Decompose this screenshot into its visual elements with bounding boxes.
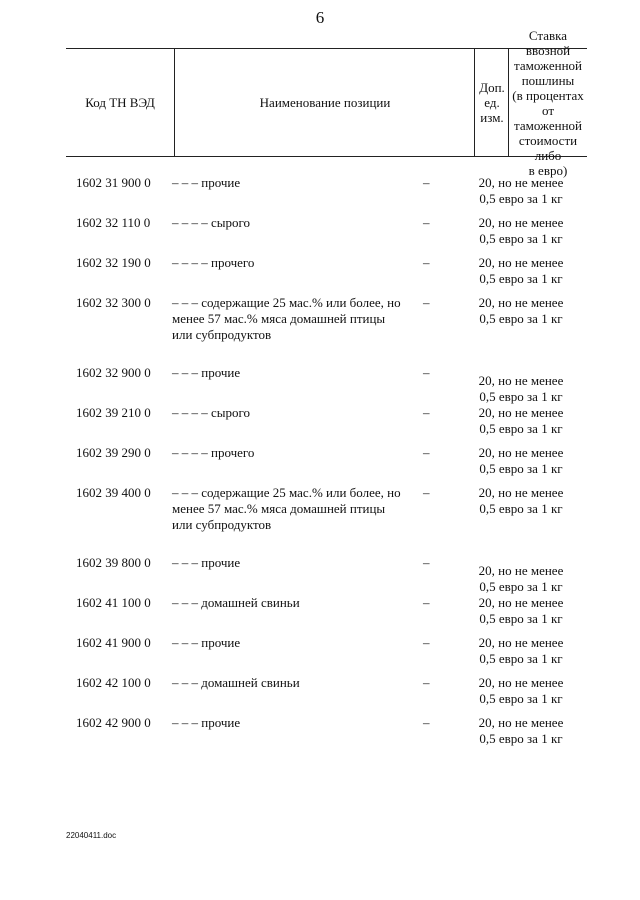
row-name-text: сырого [211, 405, 251, 420]
row-rate-line: 20, но не менее [478, 485, 564, 500]
header-unit [474, 49, 509, 156]
row-unit: – [423, 175, 430, 190]
row-rate-line: 20, но не менее [478, 255, 564, 270]
page-number: 6 [315, 8, 325, 27]
header-rate-line: стоимости либо [518, 132, 578, 163]
row-rate-line: 0,5 евро за 1 кг [479, 501, 563, 516]
row-dash: – – – [172, 365, 198, 380]
row-rate-line: 20, но не менее [478, 595, 564, 610]
table-header [66, 27, 587, 178]
row-name-text: прочего [211, 255, 255, 270]
row-dash: – – – [172, 675, 198, 690]
row-rate-line: 0,5 евро за 1 кг [479, 461, 563, 476]
row-rate [466, 595, 576, 627]
row-rate [466, 635, 576, 667]
row-unit: – [423, 635, 430, 650]
row-code: 1602 32 190 0 [76, 255, 151, 270]
row-code: 1602 42 900 0 [76, 715, 151, 730]
row-dash: – – – – [172, 445, 208, 460]
row-code: 1602 32 300 0 [76, 295, 151, 310]
row-unit: – [423, 255, 430, 270]
table-row [66, 445, 587, 485]
row-name [172, 445, 402, 461]
row-name-text: домашней свиньи [201, 675, 300, 690]
row-unit: – [423, 405, 430, 420]
row-rate-line: 20, но не менее [478, 215, 564, 230]
row-rate-line: 20, но не менее [478, 175, 564, 190]
row-rate-line: 20, но не менее [478, 635, 564, 650]
table-row [66, 215, 587, 255]
row-name-text: сырого [211, 215, 251, 230]
footer-filename: 22040411.doc [66, 831, 117, 840]
table-row [66, 555, 587, 595]
row-rate [466, 295, 576, 327]
row-unit: – [423, 485, 430, 500]
row-name-text: прочего [211, 445, 255, 460]
row-unit: – [423, 445, 430, 460]
table-row [66, 485, 587, 555]
row-rate-line: 20, но не менее [478, 563, 564, 578]
row-rate-line: 0,5 евро за 1 кг [479, 691, 563, 706]
row-unit: – [423, 215, 430, 230]
table-row [66, 635, 587, 675]
header-rate-line: Ставка ввозной [525, 27, 571, 58]
header-unit-line: изм. [480, 110, 504, 125]
row-name [172, 675, 402, 691]
row-rate-line: 0,5 евро за 1 кг [479, 579, 563, 594]
row-rate-line: 0,5 евро за 1 кг [479, 611, 563, 626]
row-code: 1602 42 100 0 [76, 675, 151, 690]
row-rate-line: 20, но не менее [478, 295, 564, 310]
row-unit: – [423, 715, 430, 730]
row-code: 1602 39 400 0 [76, 485, 151, 500]
row-rate [466, 675, 576, 707]
row-rate [466, 373, 576, 405]
row-code: 1602 32 110 0 [76, 215, 151, 230]
row-rate-line: 0,5 евро за 1 кг [479, 191, 563, 206]
row-name [172, 555, 402, 571]
header-rate-line: в евро) [528, 162, 568, 178]
row-code: 1602 31 900 0 [76, 175, 151, 190]
row-name [172, 635, 402, 651]
header-rate-line: таможенной [514, 117, 582, 133]
row-name [172, 365, 402, 381]
row-rate [466, 715, 576, 747]
row-name-text: прочие [201, 365, 241, 380]
row-code: 1602 32 900 0 [76, 365, 151, 380]
row-name-text: прочие [201, 175, 241, 190]
row-rate-line: 20, но не менее [478, 445, 564, 460]
row-rate-line: 0,5 евро за 1 кг [479, 389, 563, 404]
row-dash: – – – [172, 295, 198, 310]
row-name-text: домашней свиньи [201, 595, 300, 610]
row-dash: – – – [172, 595, 198, 610]
row-rate [466, 445, 576, 477]
row-dash: – – – – [172, 255, 208, 270]
row-rate [466, 255, 576, 287]
table-row [66, 295, 587, 365]
table-row [66, 715, 587, 755]
row-rate [466, 175, 576, 207]
row-code: 1602 41 900 0 [76, 635, 151, 650]
row-code: 1602 41 100 0 [76, 595, 151, 610]
row-rate-line: 0,5 евро за 1 кг [479, 731, 563, 746]
row-name [172, 175, 402, 191]
row-rate-line: 20, но не менее [478, 405, 564, 420]
table-row [66, 365, 587, 405]
header-rate-line: пошлины [521, 72, 575, 88]
header-rate-line: (в процентах от [512, 87, 584, 118]
row-rate-line: 0,5 евро за 1 кг [479, 421, 563, 436]
row-rate-line: 20, но не менее [478, 715, 564, 730]
table-row [66, 595, 587, 635]
row-name-text: прочие [201, 555, 241, 570]
table-row [66, 405, 587, 445]
row-name [172, 295, 402, 343]
row-name [172, 715, 402, 731]
row-name [172, 255, 402, 271]
row-name [172, 215, 402, 231]
row-name-text: прочие [201, 715, 241, 730]
row-code: 1602 39 210 0 [76, 405, 151, 420]
row-unit: – [423, 595, 430, 610]
row-rate-line: 0,5 евро за 1 кг [479, 231, 563, 246]
row-name-text: прочие [201, 635, 241, 650]
row-rate [466, 563, 576, 595]
row-name [172, 485, 402, 533]
row-dash: – – – – [172, 215, 208, 230]
row-dash: – – – [172, 485, 198, 500]
row-dash: – – – [172, 555, 198, 570]
row-rate-line: 20, но не менее [478, 675, 564, 690]
row-rate [466, 485, 576, 517]
header-rate [508, 27, 587, 178]
row-rate [466, 215, 576, 247]
header-rate-line: таможенной [514, 57, 582, 73]
row-name-text: содержащие 25 мас.% или более, но менее 57 мас.% мяса домашней птицы или субпродуктов [172, 295, 401, 342]
row-rate-line: 20, но не менее [478, 373, 564, 388]
row-rate [466, 405, 576, 437]
row-name [172, 405, 402, 421]
row-dash: – – – – [172, 405, 208, 420]
row-code: 1602 39 800 0 [76, 555, 151, 570]
table-row [66, 675, 587, 715]
row-dash: – – – [172, 175, 198, 190]
row-rate-line: 0,5 евро за 1 кг [479, 271, 563, 286]
header-unit-line: Доп. [479, 80, 505, 95]
row-unit: – [423, 675, 430, 690]
table-row [66, 175, 587, 215]
row-unit: – [423, 365, 430, 380]
row-code: 1602 39 290 0 [76, 445, 151, 460]
header-code: Код ТН ВЭД [85, 95, 155, 110]
row-rate-line: 0,5 евро за 1 кг [479, 651, 563, 666]
row-name [172, 595, 402, 611]
row-unit: – [423, 295, 430, 310]
row-rate-line: 0,5 евро за 1 кг [479, 311, 563, 326]
row-name-text: содержащие 25 мас.% или более, но менее 57 мас.% мяса домашней птицы или субпродуктов [172, 485, 401, 532]
header-unit-line: ед. [484, 95, 500, 110]
table-row [66, 255, 587, 295]
header-name: Наименование позиции [174, 49, 475, 156]
row-unit: – [423, 555, 430, 570]
table-body [66, 175, 587, 755]
row-dash: – – – [172, 715, 198, 730]
row-dash: – – – [172, 635, 198, 650]
